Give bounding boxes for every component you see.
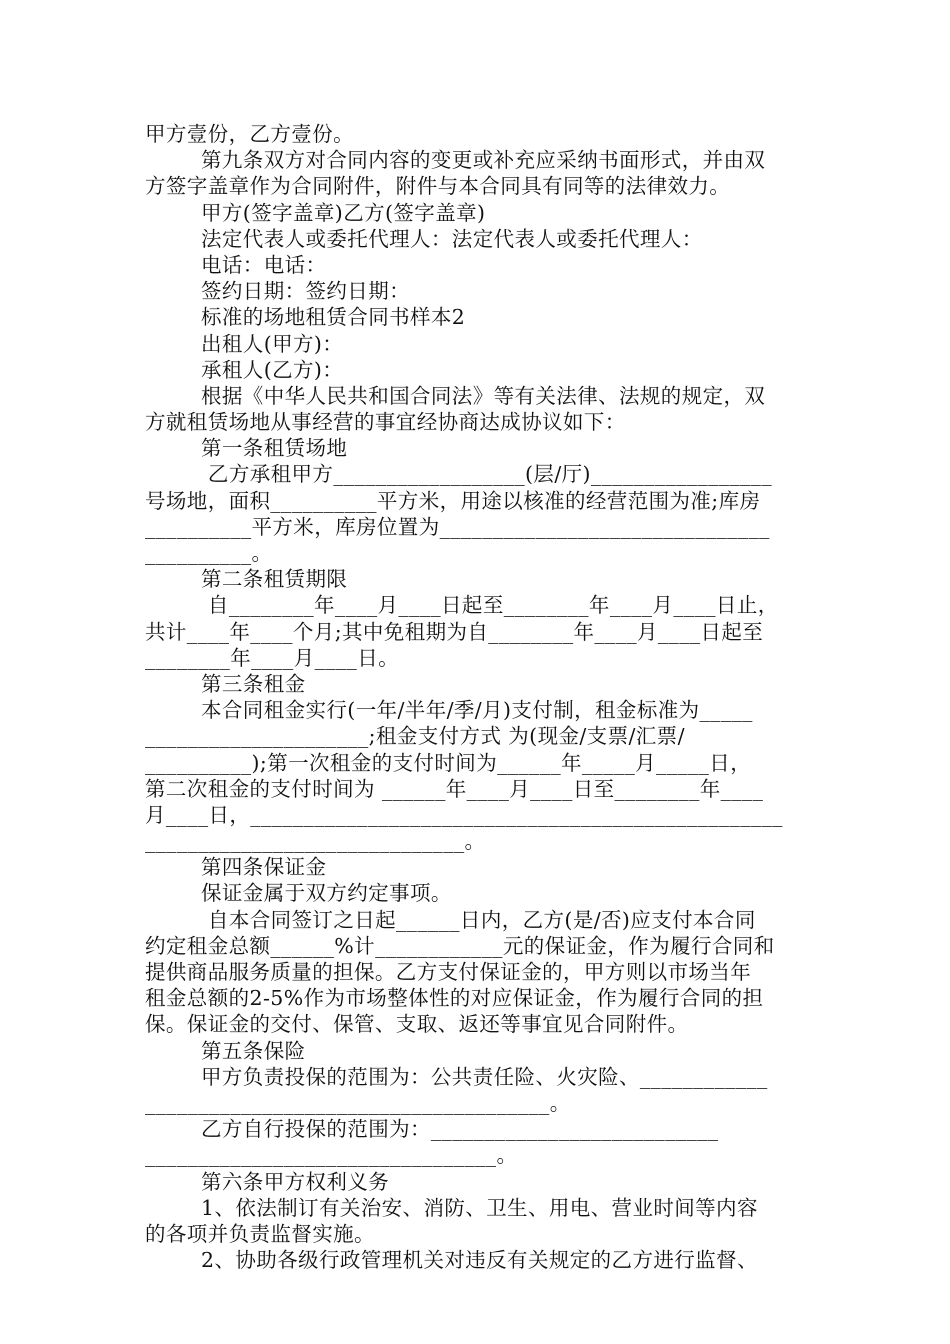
document-line: 签约日期：签约日期： (201, 279, 410, 304)
document-line: 法定代表人或委托代理人：法定代表人或委托代理人： (201, 226, 703, 251)
document-line: 自________年____月____日起至________年____月____日止， (201, 593, 779, 618)
document-line: 保。保证金的交付、保管、支取、返还等事宜见合同附件。 (145, 1012, 689, 1037)
document-line: 2、协助各级行政管理机关对违反有关规定的乙方进行监督、 (201, 1248, 758, 1273)
document-line: 提供商品服务质量的担保。乙方支付保证金的，甲方则以市场当年 (145, 960, 752, 984)
document-line: 的各项并负责监督实施。 (145, 1221, 375, 1246)
document-line: 号场地，面积__________平方米，用途以核准的经营范围为准;库房 (145, 488, 761, 513)
document-body (145, 121, 808, 1273)
document-line: 电话：电话： (201, 252, 327, 277)
document-line: __________平方米，库房位置为_______________________________ (145, 514, 770, 539)
document-line: __________。 (145, 541, 273, 565)
document-line: _____________________;租金支付方式 为(现金/支票/汇票/ (145, 724, 685, 749)
document-line: 根据《中华人民共和国合同法》等有关法律、法规的规定，双 (201, 383, 766, 408)
document-line: 出租人(甲方)： (201, 331, 344, 356)
document-line: 共计____年____个月;其中免租期为自________年____月____日起至 (145, 619, 764, 644)
document-line: 第六条甲方权利义务 (201, 1169, 390, 1194)
document-line: 标准的场地租赁合同书样本2 (201, 305, 466, 330)
document-line: 约定租金总额______%计____________元的保证金，作为履行合同和 (145, 933, 775, 958)
document-line: 第四条保证金 (201, 855, 327, 880)
document-line: 本合同租金实行(一年/半年/季/月)支付制，租金标准为_____ (201, 698, 753, 723)
document-line: 方签字盖章作为合同附件，附件与本合同具有同等的法律效力。 (145, 174, 731, 199)
document-line: 第五条保险 (201, 1038, 306, 1063)
document-line: 乙方自行投保的范围为：___________________________ (201, 1117, 719, 1142)
document-line: 乙方承租甲方__________________(层/厅)_________________ (201, 462, 772, 487)
document-line: 第二条租赁期限 (201, 567, 348, 592)
document-line: 第一条租赁场地 (201, 436, 348, 461)
document-line: 承租人(乙方)： (201, 357, 344, 382)
document-line: 月____日，__________________________________________________ (145, 802, 783, 827)
document-line: 第九条双方对合同内容的变更或补充应采纳书面形式，并由双 (201, 148, 766, 173)
document-line: 甲方负责投保的范围为：公共责任险、火灾险、____________ (201, 1064, 768, 1089)
document-line: 保证金属于双方约定事项。 (201, 881, 452, 906)
document-line: 甲方壹份，乙方壹份。 (145, 122, 354, 146)
document-line: 第三条租金 (201, 671, 306, 696)
document-line: 方就租赁场地从事经营的事宜经协商达成协议如下： (145, 410, 626, 435)
document-line: 租金总额的2-5%作为市场整体性的对应保证金，作为履行合同的担 (145, 986, 764, 1011)
document-line: ______________________________________。 (145, 1090, 571, 1115)
document-line: ______________________________。 (145, 829, 486, 854)
document-line: __________);第一次租金的支付时间为______年_____月_____日， (145, 750, 752, 775)
document-line: 自本合同签订之日起______日内，乙方(是/否)应支付本合同 (201, 907, 756, 932)
document-line: 1、依法制订有关治安、消防、卫生、用电、营业时间等内容 (201, 1195, 758, 1220)
document-line: 第二次租金的支付时间为 ______年____月____日至________年____ (145, 776, 764, 801)
document-line: ________年____月____日。 (145, 645, 399, 670)
document-line: 甲方(签字盖章)乙方(签字盖章) (201, 200, 486, 225)
document-line: _________________________________。 (145, 1143, 518, 1168)
